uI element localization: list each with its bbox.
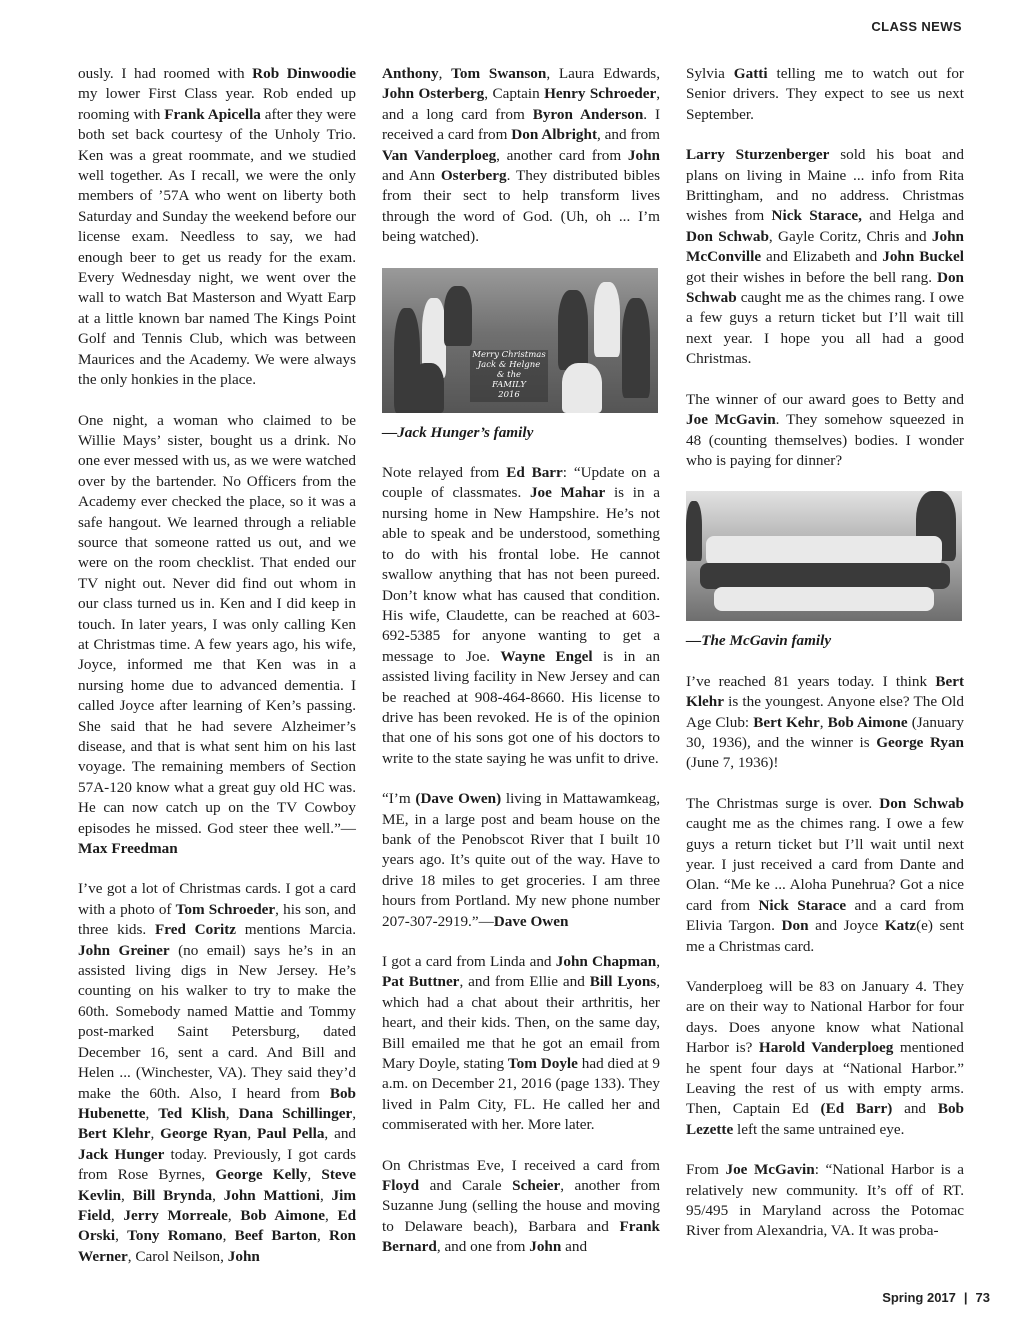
text-run: (no email) says he’s in an assisted living digs in New Jersey. He’s counting on his walker to try to make the 60th. Somebody named Mattie and Tommy post-marked Saint Petersburg, dated December 16, sent a card. And Bill and Helen ... (Winchester, VA). They said they’d make the 60th. Also, I heard from [78,941,356,1102]
text-run: From [686,1161,726,1179]
name-highlight: Nick Starace [758,896,847,914]
name-highlight: Nick Starace, [771,207,862,225]
text-run: The Christmas surge is over. [686,794,880,812]
text-run: , [115,1227,128,1245]
name-highlight: John Greiner [78,941,170,959]
text-run: , [145,1104,159,1122]
text-run: sold his boat and plans on living in Maine ... info from Rita Brittingham, and no address. Christmas wishes from [686,146,964,225]
name-highlight: John McConville [686,227,964,266]
text-run: I got a card from Linda and [382,953,556,970]
text-run: left the same untrained eye. [733,1120,905,1138]
name-highlight: John Osterberg [382,85,485,103]
text-run: my lower First Class year. Rob ended up rooming with [78,85,356,123]
text-run: mentions Marcia. [236,921,356,939]
name-highlight: Don Albright [511,126,598,144]
name-highlight: George Ryan [876,733,965,751]
text-run: , another card from [496,146,628,164]
name-highlight: John Chapman [555,953,657,970]
text-run: (January 30, 1936), and the winner is [686,713,964,751]
name-highlight: Bob Hubenette [78,1084,356,1122]
text-run: , his son, and three kids. [78,900,357,939]
name-highlight: George Kelly [215,1166,308,1184]
paragraph [686,672,964,774]
paragraph [686,977,964,1140]
name-highlight: Ed Barr [506,464,563,482]
text-run: living in Mattawamkeag, ME, in a large post and beam house on the bank of the Penobscot River that I built 10 years ago. It’s quite out of the way. Have to drive 18 miles to get groceries. I am three hours from Portland. My new phone number 207-307-2919.”— [382,790,660,930]
name-highlight: Anthony [382,65,439,82]
footer-separator: | [963,1290,968,1305]
text-run: and a card from Elivia Targon. [686,896,965,935]
text-run: Note relayed from [382,464,507,482]
name-highlight: John [227,1247,260,1265]
name-highlight: Bob Aimone [240,1206,325,1224]
text-run: , [317,1227,329,1245]
text-run: (June 7, 1936)! [686,754,779,772]
name-highlight: Bob Lezette [686,1100,964,1138]
text-run: , Carol Neilson, [127,1247,228,1265]
text-run: is the youngest. Anyone else? The Old Age Club: [686,693,964,731]
text-run: and Joyce [808,917,885,935]
jack-hunger-family-photo [382,268,658,413]
paragraph [686,145,964,369]
text-run: and Elizabeth and [761,248,883,266]
text-run: mentioned he spent four days at “National Harbor.” Leaving the rest of us with empty arms. Then, Captain Ed [686,1039,964,1118]
text-run: , another from Suzanne Jung (selling the house and moving to Delaware beach), Barbara and [382,1177,661,1235]
text-run: , [324,1206,338,1224]
christmas-greeting-sign [470,350,548,402]
text-run: is in a nursing home in New Hampshire. He’s not able to speak and be understood, something to do with his frontal lobe. He cannot swallow anything that has not been pureed. Don’t know what has caused that condition. His wife, Claudette, can be reached at 603-692-5385 for anyone wanting to get a message to Joe. [382,484,660,665]
text-run: The winner of our award goes to Betty and [686,390,964,408]
text-run: , and from [597,126,660,144]
text-run: , [212,1186,224,1204]
text-run: and Carale [419,1177,513,1195]
name-highlight: Fred Coritz [154,921,236,939]
paragraph [686,794,964,957]
text-run: today. Previously, I got cards from Rose Byrnes, [78,1145,356,1184]
paragraph [382,463,660,769]
text-run: , and from Ellie and [459,973,590,991]
column-3 [686,64,964,1262]
name-highlight: (Dave Owen) [415,790,502,808]
text-run: telling me to watch out for Senior drivers. They expect to see us next September. [686,65,964,123]
photo-caption: —Jack Hunger’s family [382,423,534,441]
text-run: , [225,1104,239,1122]
name-highlight: Bert Klehr [686,672,964,711]
text-run: got their wishes in before the bell rang. [686,268,937,286]
text-run: and [892,1100,938,1118]
paragraph [78,411,356,860]
greeting-line: FAMILY [491,379,527,390]
name-highlight: Frank Bernard [382,1217,660,1256]
name-highlight: Tony Romano [127,1227,223,1245]
paragraph [382,952,660,1136]
text-run: after they were both set back courtesy of the Unholy Trio. Ken was a great roommate, and we studied well together. As I recall, we were the only members of ’57A who went on liberty both Saturday and Sunday the weekend before our license exam. Needless to say, we had enough beer to get us ready for the exam. Every Wednesday night, we went over the wall to watch Bat Masterson and Wyatt Earp at a little known bar named The Kings Point Golf and Tennis Club, which was between Maurices and the Academy. We were always the only honkies in the place. [78,105,356,389]
text-run: , [320,1186,332,1204]
text-run: , [150,1125,161,1143]
name-highlight: Joe McGavin [725,1161,815,1179]
text-run: caught me as the chimes rang. I owe a few guys a return ticket but I’ll wait till next year. I hope you all had a good Christmas. [686,289,964,368]
name-highlight: John Mattioni [223,1186,320,1204]
text-run: . I received a card from [382,105,660,144]
text-run: . They somehow squeezed in 48 (counting themselves) bodies. I wonder who is paying for dinner? [686,411,964,469]
text-run: , [352,1104,356,1122]
paragraph [78,64,356,391]
text-run: “I’m [382,790,416,808]
paragraph [382,789,660,932]
name-highlight: Bert Klehr [78,1125,151,1143]
name-highlight: George Ryan [160,1125,248,1143]
name-highlight: Steve Kevlin [78,1166,356,1204]
name-highlight: Jack Hunger [78,1145,165,1163]
greeting-line: 2016 [498,389,520,400]
text-run: caught me as the chimes rang. I owe a few guys a return ticket but I’ll wait until next year. I just received a card from Dante and Olan. “Me ke ... Aloha Punehrua? Got a nice card from [686,815,964,914]
text-run: I’ve got a lot of Christmas cards. I got a card with a photo of [78,880,356,918]
name-highlight: John [529,1238,562,1256]
name-highlight: Joe Mahar [529,484,606,502]
text-run: , and one from [436,1238,530,1256]
name-highlight: Jerry Morreale [123,1206,228,1224]
greeting-line: Jack & Helgne [477,359,541,370]
name-highlight: Wayne Engel [500,647,593,665]
name-highlight: Osterberg [440,167,507,185]
name-highlight: Beef Barton [234,1227,317,1245]
name-highlight: Katz [884,917,917,935]
issue-label: Spring 2017 [882,1290,956,1305]
text-run: ously. I had roomed with [78,65,253,82]
name-highlight: Henry Schroeder [544,85,657,103]
name-highlight: Floyd [382,1177,420,1195]
name-highlight: Dana Schillinger [238,1104,353,1122]
name-highlight: Frank Apicella [164,105,261,123]
name-highlight: Tom Swanson [451,65,547,82]
name-highlight: Scheier [512,1177,561,1195]
text-run: , [819,713,828,731]
text-run: and Helga and [861,207,964,225]
name-highlight: Don Schwab [879,794,965,812]
name-highlight: Bob Aimone [827,713,908,731]
text-run: is in an assisted living facility in New Jersey and can be reached at 908-464-8660. His license to drive has been revoked. He is of the opinion that one of his sons got one of his doctors to write to the state saying he was unfit to drive. [382,647,660,767]
name-highlight: Ron Werner [78,1227,357,1265]
text-run: : “Update on a couple of classmates. [382,464,660,502]
name-highlight: Harold Vanderploeg [758,1039,894,1057]
name-highlight: (Ed Barr) [820,1100,893,1118]
paragraph [686,1160,964,1242]
text-run: One night, a woman who claimed to be Willie Mays’ sister, bought us a drink. No one ever messed with us, as we were watched over by the bartender. No Officers from the Academy ever checked the place, so it was a safe hangout. We learned through a reliable source that someone ratted us out, and we were on the room checklist. That ended our TV night out. Never did find out whom in our class turned us in. Ken and I did keep in touch. In later years, I was only calling Ken at Christmas time. A few years ago, his wife, Joyce, informed me that Ken was in a nursing home due to advanced dementia. I called Joyce after learning of Ken’s passing. She said that he had severe Alzheimer’s disease, and that is what sent him on his last voyage. The remaining members of Section 57A-120 know what a great guy old HC was. He can now catch up on the TV Cowboy episodes he missed. God steer thee well.”— [78,411,356,837]
text-run: , which had a chat about their arthritis, her heart, and their kids. Then, on the same day, Bill emailed me that he got an email from Mary Doyle, stating [382,973,660,1073]
paragraph [686,390,964,472]
text-run: , [438,65,452,82]
paragraph [382,64,660,248]
text-run: , Gayle Coritz, Chris and [768,227,932,245]
name-highlight: Van Vanderploeg [382,146,497,164]
name-highlight: Jim Field [78,1186,357,1224]
text-run: : “National Harbor is a relatively new community. It’s off of RT. 95/495 in Maryland across the Potomac River from Alexandria, VA. It was proba- [686,1161,965,1240]
text-run: , [121,1186,133,1204]
text-run: and [561,1238,588,1256]
paragraph [78,879,356,1267]
text-run: , [656,953,660,970]
mcgavin-family-photo [686,491,962,621]
column-2 [382,64,660,1278]
name-highlight: Paul Pella [256,1125,325,1143]
name-highlight: Ed Orski [78,1206,357,1245]
name-highlight: Byron Anderson [532,105,644,123]
text-run: , and a long card from [382,85,660,123]
name-highlight: Don Schwab [686,227,769,245]
photo-caption: —The McGavin family [686,632,832,650]
page-footer [882,1290,990,1305]
text-run: (e) sent me a Christmas card. [686,917,964,955]
name-highlight: Don [781,917,809,935]
name-highlight: John Buckel [882,248,965,266]
name-highlight: Don Schwab [686,268,964,307]
text-run: , [307,1166,322,1184]
text-run: Sylvia [686,65,734,82]
name-highlight: Joe McGavin [686,411,776,429]
text-run: . They distributed bibles from their sect to help transform lives through the word of God. (Uh, oh ... I’m being watched). [382,167,660,246]
section-label: CLASS NEWS [871,19,962,34]
name-highlight: Tom Schroeder [175,900,276,918]
name-highlight: Ted Klish [158,1104,226,1122]
name-highlight: Bill Lyons [589,973,657,991]
name-highlight: Larry Sturzenberger [686,146,830,164]
text-run: , Captain [484,85,545,103]
name-highlight: Dave Owen [493,912,569,930]
greeting-line: Merry Christmas [472,349,546,360]
greeting-line: & the [496,369,522,380]
name-highlight: Tom Doyle [507,1055,578,1073]
text-run: , and [324,1125,357,1143]
column-1 [78,64,356,1287]
text-run: On Christmas Eve, I received a card from [382,1156,660,1174]
text-run: , [222,1227,235,1245]
text-run: had died at 9 a.m. on December 21, 2016 (page 133). They lived in Palm City, FL. He called her and commiserated with her. More later. [382,1055,660,1134]
page-number: 73 [975,1290,990,1305]
name-highlight: Bert Kehr [753,713,820,731]
paragraph [382,1156,660,1258]
text-run: I’ve reached 81 years today. I think [686,672,936,690]
text-run: and Ann [382,167,441,185]
text-run: , [247,1125,257,1143]
name-highlight: Pat Buttner [382,973,460,991]
name-highlight: Max Freedman [78,840,178,858]
name-highlight: Bill Brynda [132,1186,213,1204]
paragraph [686,64,964,125]
text-run: , [227,1206,241,1224]
name-highlight: John [627,146,660,164]
text-run: Vanderploeg will be 83 on January 4. They are on their way to National Harbor for four days. Does anyone know what National Harbor is? [686,978,964,1057]
text-run: , Laura Edwards, [546,65,661,82]
name-highlight: Gatti [733,65,768,82]
name-highlight: Rob Dinwoodie [252,65,356,82]
text-run: , [110,1206,124,1224]
